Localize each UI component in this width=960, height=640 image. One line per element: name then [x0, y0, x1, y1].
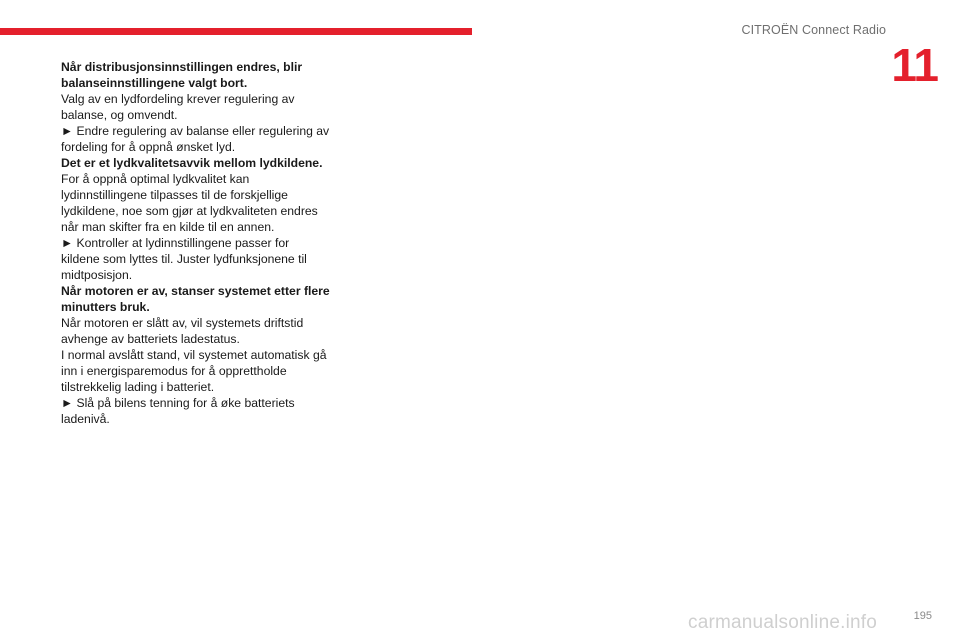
paragraph-action: ► Kontroller at lydinnstillingene passer for kildene som lyttes til. Juster lydfunksjonene til midtposisjon.	[61, 236, 307, 282]
paragraph: For å oppnå optimal lydkvalitet kan lydinnstillingene tilpasses til de forskjellige lydkildene, noe som gjør at lydkvaliteten endres når man skifter fra en kilde til en annen.	[61, 172, 318, 234]
header-title: CITROËN Connect Radio	[741, 23, 886, 37]
page-number: 195	[913, 610, 932, 622]
paragraph-action: ► Slå på bilens tenning for å øke batteriets ladenivå.	[61, 396, 295, 426]
watermark: carmanualsonline.info	[688, 612, 878, 633]
paragraph-heading: Når distribusjonsinnstillingen endres, blir balanseinnstillingene valgt bort.	[61, 60, 303, 90]
body-text	[61, 59, 331, 427]
paragraph-action: ► Endre regulering av balanse eller regulering av fordeling for å oppnå ønsket lyd.	[61, 124, 330, 154]
chapter-number: 11	[891, 39, 938, 91]
paragraph: Valg av en lydfordeling krever regulering av balanse, og omvendt.	[61, 92, 295, 122]
paragraph: Når motoren er slått av, vil systemets driftstid avhenge av batteriets ladestatus.	[61, 316, 304, 346]
paragraph-heading: Det er et lydkvalitetsavvik mellom lydkildene.	[61, 156, 323, 170]
paragraph-heading: Når motoren er av, stanser systemet etter flere minutters bruk.	[61, 284, 330, 314]
header-accent-bar	[0, 28, 472, 35]
paragraph: I normal avslått stand, vil systemet automatisk gå inn i energisparemodus for å opprettholde tilstrekkelig lading i batteriet.	[61, 348, 327, 394]
